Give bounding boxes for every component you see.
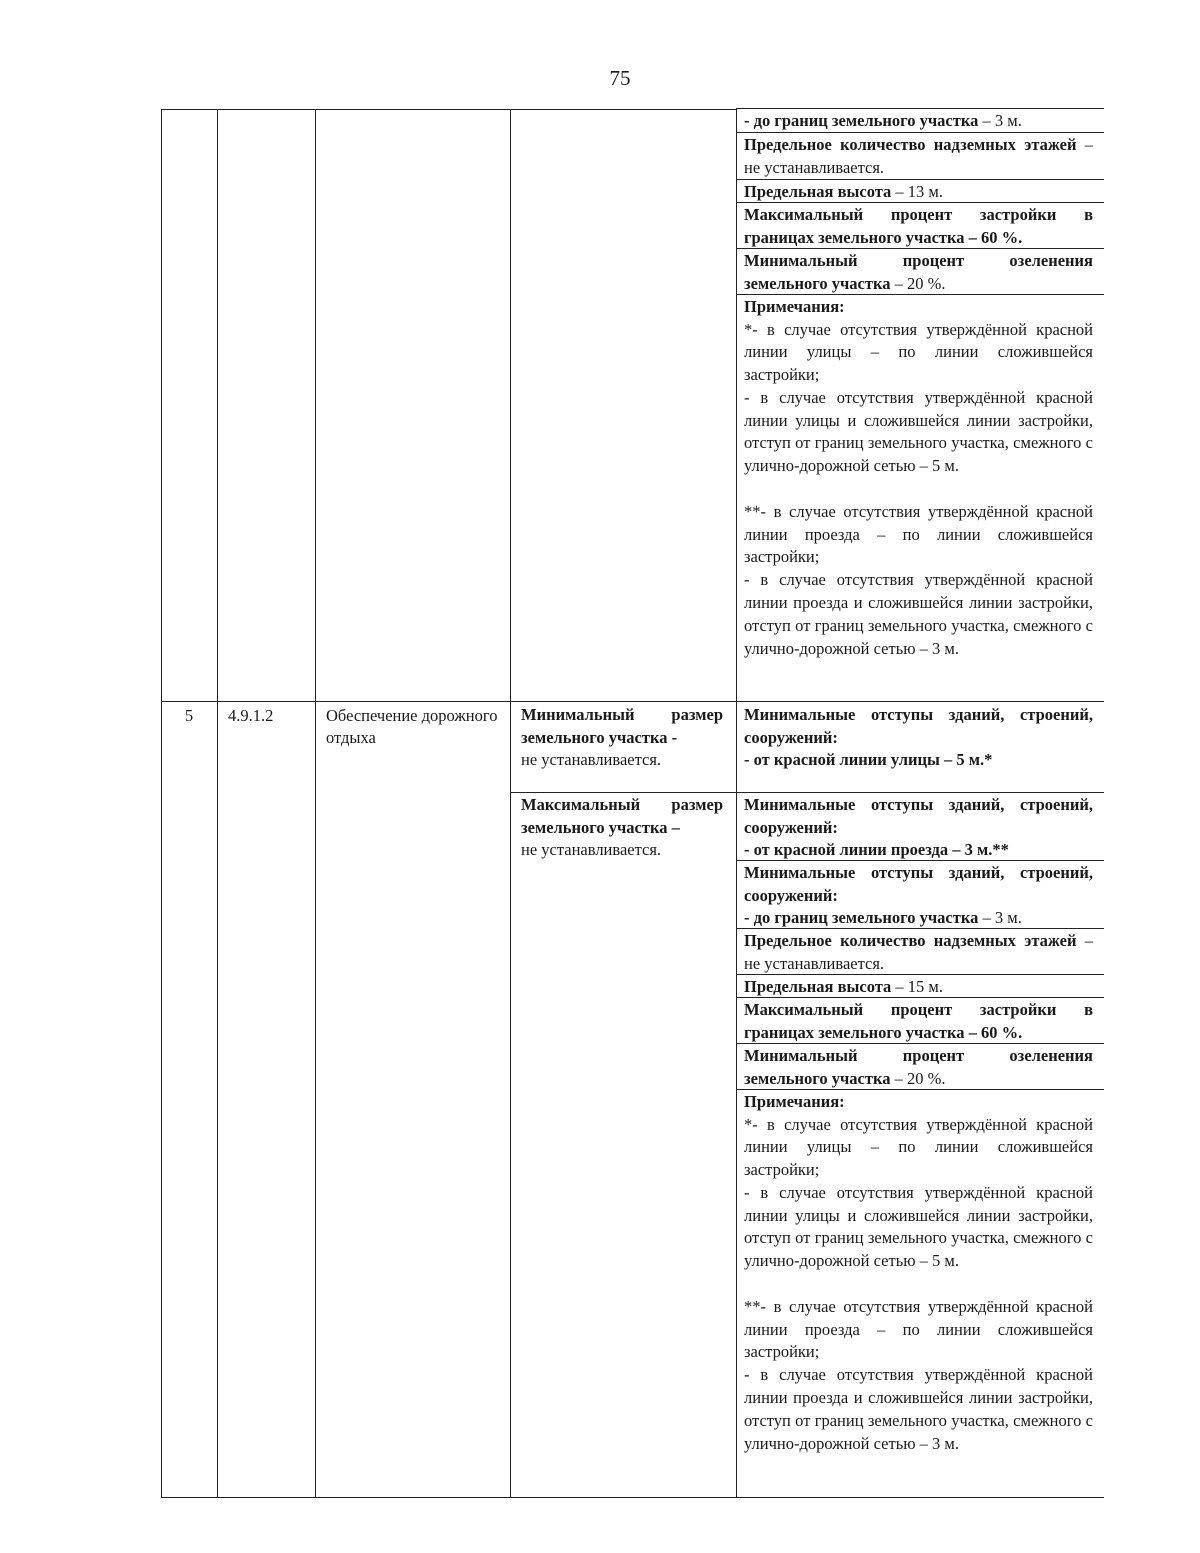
coverage-cell (744, 999, 1093, 1044)
greening-value: – 20 %. (890, 273, 946, 293)
row-divider (510, 792, 1104, 793)
page-number: 75 (609, 66, 631, 90)
height-value: – 15 м. (891, 977, 943, 996)
floors-label: Предельное количество надземных этажей (744, 135, 1077, 154)
max-size-cell (521, 794, 723, 862)
greening-label: Минимальный процент озеленения земельного участка (744, 1046, 1093, 1088)
min-size-value: не устанавливается. (521, 750, 662, 769)
notes-cell (744, 296, 1093, 660)
setback-plot-label: - до границ земельного участка (744, 111, 979, 130)
notes-body: *- в случае отсутствия утверждённой красной линии улицы – по линии сложившейся застройки; - в случае отсутствия утверждённой красной линии улицы и сложившейся линии застройки, отступ от границ земельного участка, смежного с улично-дорожной сетью – 5 м. **- в случае отсутствия утверждённой красной линии проезда – по линии сложившейся застройки; - в случае отсутствия утверждённой красной линии проезда и сложившейся линии застройки, отступ от границ земельного участка, смежного с улично-дорожной сетью – 3 м. (744, 1114, 1093, 1453)
row-number: 5 (184, 706, 194, 725)
coverage-label: Максимальный процент застройки в границах земельного участка (744, 205, 1093, 247)
setbacks-title: Минимальные отступы зданий, строений, сооружений: (744, 863, 1093, 905)
coverage-value: – 60 %. (964, 1022, 1023, 1042)
table-border-top (161, 109, 737, 110)
setback-plot-cell (744, 110, 1093, 133)
height-cell (744, 976, 1093, 999)
setback-plot-value: – 3 м. (978, 908, 1022, 927)
coverage-label: Максимальный процент застройки в границах земельного участка (744, 1000, 1093, 1042)
greening-label: Минимальный процент озеленения земельного участка (744, 251, 1093, 293)
land-use-name: Обеспечение дорожного отдыха (326, 706, 498, 747)
column-divider (217, 109, 218, 1498)
height-value: – 13 м. (891, 182, 943, 201)
row-divider (736, 179, 1104, 180)
setback-plot-label: - до границ земельного участка (744, 908, 979, 927)
max-size-label: Максимальный размер земельного участка – (521, 795, 723, 837)
setbacks-plot-cell (744, 862, 1093, 930)
setback-street: - от красной линии улицы – 5 м.* (744, 750, 993, 769)
greening-cell (744, 1045, 1093, 1090)
setbacks-title: Минимальные отступы зданий, строений, сооружений: (744, 795, 1093, 837)
column-divider (315, 109, 316, 1498)
coverage-value: – 60 %. (964, 227, 1023, 247)
greening-cell (744, 250, 1093, 295)
floors-label: Предельное количество надземных этажей (744, 931, 1077, 950)
min-size-label: Минимальный размер земельного участка - (521, 705, 723, 747)
notes-cell (744, 1091, 1093, 1455)
height-label: Предельная высота (744, 977, 892, 996)
row-divider (161, 701, 1104, 702)
min-size-cell (521, 704, 723, 772)
floors-value: – не устанавливается. (744, 931, 1093, 973)
floors-cell (744, 134, 1093, 179)
column-divider (510, 109, 511, 1498)
notes-title: Примечания: (744, 297, 845, 316)
max-size-value: не устанавливается. (521, 840, 662, 859)
floors-cell (744, 930, 1093, 975)
floors-value: – не устанавливается. (744, 135, 1093, 177)
setback-drive: - от красной линии проезда – 3 м.** (744, 840, 1009, 859)
greening-value: – 20 %. (890, 1068, 946, 1088)
row-divider (736, 108, 1104, 109)
notes-title: Примечания: (744, 1092, 845, 1111)
table-border-left (161, 109, 162, 1498)
notes-body: *- в случае отсутствия утверждённой красной линии улицы – по линии сложившейся застройки; - в случае отсутствия утверждённой красной линии улицы и сложившейся линии застройки, отступ от границ земельного участка, смежного с улично-дорожной сетью – 5 м. **- в случае отсутствия утверждённой красной линии проезда – по линии сложившейся застройки; - в случае отсутствия утверждённой красной линии проезда и сложившейся линии застройки, отступ от границ земельного участка, смежного с улично-дорожной сетью – 3 м. (744, 319, 1093, 658)
setbacks-title: Минимальные отступы зданий, строений, сооружений: (744, 705, 1093, 747)
table-border-bottom (161, 1497, 1104, 1498)
setback-plot-value: – 3 м. (978, 111, 1022, 130)
setbacks-drive-cell (744, 794, 1093, 862)
land-use-code: 4.9.1.2 (228, 706, 274, 725)
height-label: Предельная высота (744, 182, 892, 201)
setbacks-street-cell (744, 704, 1093, 772)
height-cell (744, 181, 1093, 204)
coverage-cell (744, 204, 1093, 249)
column-divider (736, 109, 737, 1498)
